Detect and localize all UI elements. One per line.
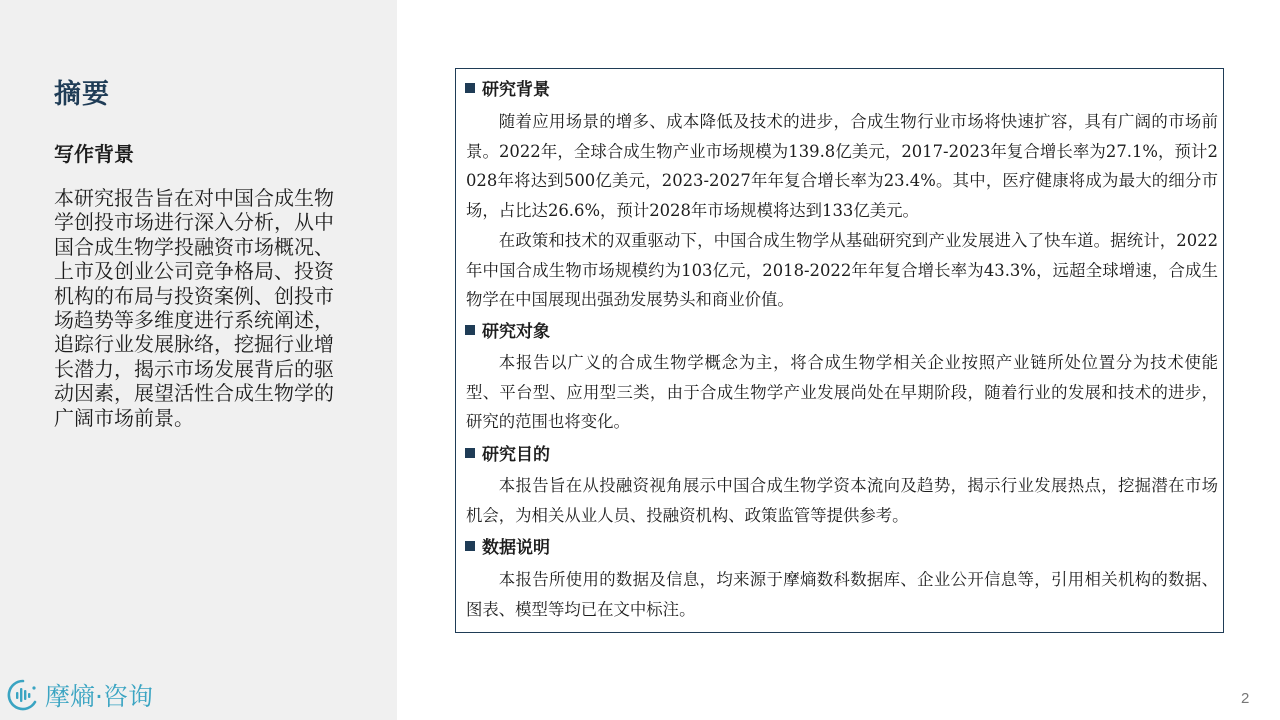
research-background-paragraph-1: 随着应用场景的增多、成本降低及技术的进步，合成生物行业市场将快速扩容，具有广阔的市场前景。2022年，全球合成生物产业市场规模为139.8亿美元，2017-2023年复合增长率为27.1%，预计2028年将达到500亿美元，2023-2027年年复合增长率为23.4%。其中，医疗健康将成为最大的细分市场，占比达26.6%，预计2028年市场规模将达到133亿美元。: [466, 112, 1218, 220]
mobai-logo-icon: [7, 679, 39, 711]
writing-background-body: 本研究报告旨在对中国合成生物学创投市场进行深入分析，从中国合成生物学投融资市场概况、上市及创业公司竞争格局、投资机构的布局与投资案例、创投市场趋势等多维度进行系统阐述，追踪行业发展脉络，挖掘行业增长潜力，揭示市场发展背后的驱动因素，展望活性合成生物学的广阔市场前景。: [54, 186, 334, 430]
research-background-paragraph-2: 在政策和技术的双重驱动下，中国合成生物学从基础研究到产业发展进入了快车道。据统计，2022年中国合成生物市场规模约为103亿元，2018-2022年年复合增长率为43.3%，远超全球增速，合成生物学在中国展现出强劲发展势头和商业价值。: [466, 231, 1218, 309]
data-description-heading: [465, 533, 550, 558]
bullet-square-icon: [465, 83, 475, 93]
section-heading-text: 研究对象: [482, 322, 550, 342]
report-details-box: [455, 68, 1224, 633]
left-summary-panel: [0, 0, 397, 720]
research-purpose-heading: [465, 440, 550, 465]
company-logo: [7, 676, 153, 714]
summary-title: 摘要: [54, 79, 110, 110]
writing-background-heading: 写作背景: [54, 142, 134, 166]
bullet-square-icon: [465, 541, 475, 551]
research-object-paragraph: 本报告以广义的合成生物学概念为主，将合成生物学相关企业按照产业链所处位置分为技术使能型、平台型、应用型三类，由于合成生物学产业发展尚处在早期阶段，随着行业的发展和技术的进步，研究的范围也将变化。: [466, 353, 1218, 431]
research-purpose-paragraph: 本报告旨在从投融资视角展示中国合成生物学资本流向及趋势，揭示行业发展热点，挖掘潜在市场机会，为相关从业人员、投融资机构、政策监管等提供参考。: [466, 476, 1218, 525]
data-description-paragraph: 本报告所使用的数据及信息，均来源于摩熵数科数据库、企业公开信息等，引用相关机构的数据、图表、模型等均已在文中标注。: [466, 570, 1218, 619]
research-object-heading: [465, 317, 550, 342]
section-heading-text: 研究目的: [482, 445, 550, 465]
logo-text: 摩熵·咨询: [45, 682, 153, 711]
section-heading-text: 数据说明: [482, 538, 550, 558]
bullet-square-icon: [465, 448, 475, 458]
bullet-square-icon: [465, 325, 475, 335]
section-heading-text: 研究背景: [482, 80, 550, 100]
page-number: 2: [1241, 690, 1250, 707]
research-background-heading: [465, 75, 550, 100]
